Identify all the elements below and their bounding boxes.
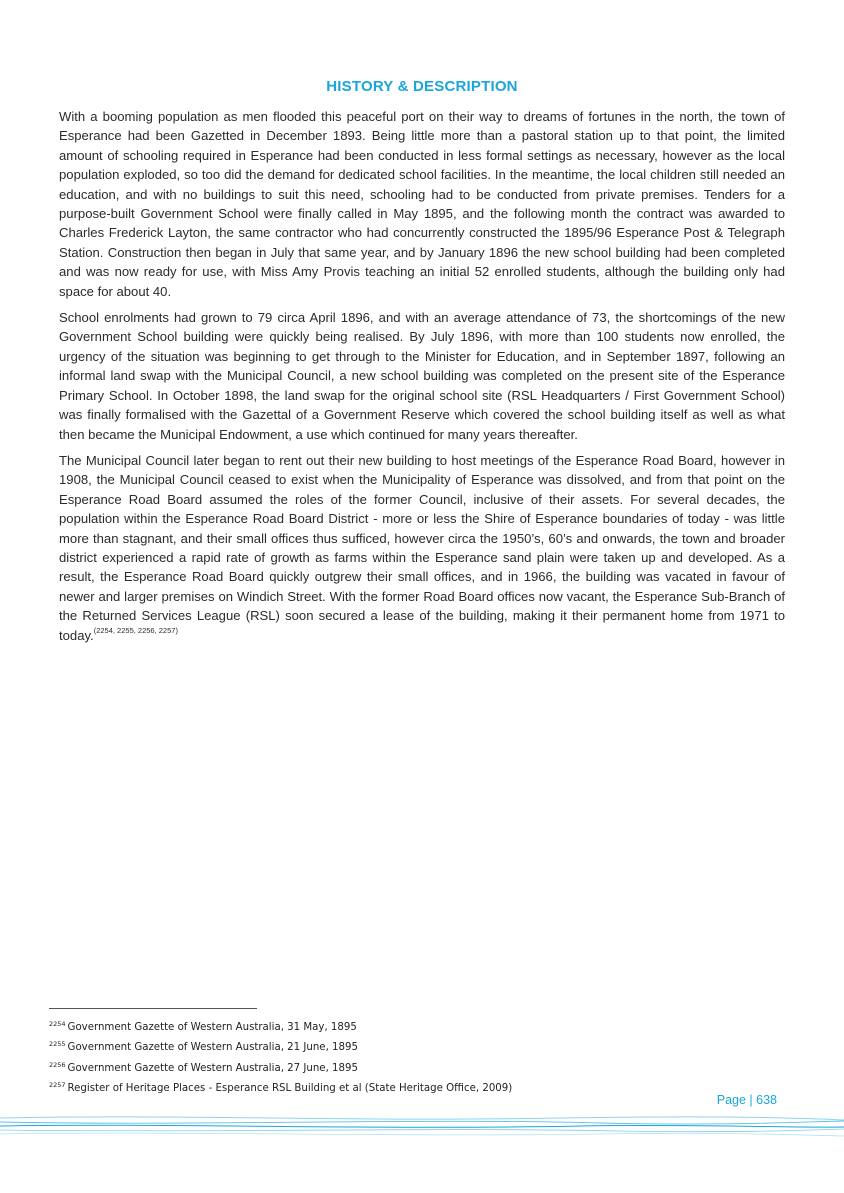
footnote bbox=[49, 1016, 749, 1036]
footnote bbox=[49, 1036, 749, 1056]
paragraph bbox=[59, 451, 785, 645]
paragraph-text: With a booming population as men flooded this peaceful port on their way to dreams of fortunes in the north, the town of Esperance had been Gazetted in December 1893. Being little more than a pastoral station up to that point, the limited amount of schooling required in Esperance had been conducted in less formal settings as necessary, however as the local population exploded, so too did the demand for dedicated school facilities. In the meantime, the local children still needed an education, and with no buildings to suit this need, schooling had to be conducted from private premises. Tenders for a purpose-built Government School were finally called in May 1895, and the following month the contract was awarded to Charles Frederick Layton, the same contractor who had concurrently constructed the 1895/96 Esperance Post & Telegraph Station. Construction then began in July that same year, and by January 1896 the new school building had been completed and was now ready for use, with Miss Amy Provis teaching an initial 52 enrolled students, although the building only had space for about 40. bbox=[59, 109, 785, 299]
footnote-divider bbox=[49, 1008, 257, 1009]
paragraph-text: School enrolments had grown to 79 circa April 1896, and with an average attendance of 73, the shortcomings of the new Government School building were quickly being realised. By July 1896, with more than 100 students now enrolled, the urgency of the situation was beginning to get through to the Minister for Education, and in September 1897, following an informal land swap with the Municipal Council, a new school building was completed on the present site of the Esperance Primary School. In October 1898, the land swap for the original school site (RSL Headquarters / First Government School) was finally formalised with the Gazettal of a Government Reserve which covered the school building itself as well as what then became the Municipal Endowment, a use which continued for many years thereafter. bbox=[59, 310, 785, 442]
footnote-number: 2254 bbox=[49, 1020, 66, 1028]
footnote-number: 2255 bbox=[49, 1040, 66, 1049]
footnote bbox=[49, 1057, 749, 1077]
footnote-number: 2256 bbox=[49, 1060, 66, 1069]
footnote-text: Government Gazette of Western Australia, 27 June, 1895 bbox=[67, 1062, 358, 1074]
footnote-text: Register of Heritage Places - Esperance RSL Building et al (State Heritage Office, 2009) bbox=[67, 1083, 513, 1095]
footnote-number: 2257 bbox=[49, 1081, 66, 1090]
footnote-text: Government Gazette of Western Australia, 21 June, 1895 bbox=[67, 1042, 358, 1054]
footnote-text: Government Gazette of Western Australia, 31 May, 1895 bbox=[67, 1022, 357, 1033]
page-title: HISTORY & DESCRIPTION bbox=[326, 78, 518, 95]
footnotes bbox=[49, 1016, 749, 1098]
footnote bbox=[49, 1077, 749, 1097]
decorative-wave-lines bbox=[0, 1106, 844, 1146]
page-number: Page | 638 bbox=[716, 1093, 777, 1107]
paragraph bbox=[59, 308, 785, 444]
body-text bbox=[59, 107, 785, 652]
citation-superscript: (2254, 2255, 2256, 2257) bbox=[93, 625, 178, 635]
paragraph-text: The Municipal Council later began to rent out their new building to host meetings of the Esperance Road Board, however in 1908, the Municipal Council ceased to exist when the Municipality of Esperance was dissolved, and from that point on the Esperance Road Board assumed the roles of the former Council, inclusive of their assets. For several decades, the population within the Esperance Road Board District - more or less the Shire of Esperance boundaries of today - was little more than stagnant, and their small offices thus sufficed, however circa the 1950’s, 60’s and onwards, the town and broader district experienced a rapid rate of growth as farms within the Esperance sand plain were taken up and developed. As a result, the Esperance Road Board quickly outgrew their small offices, and in 1966, the building was vacated in favour of newer and larger premises on Windich Street. With the former Road Board offices now vacant, the Esperance Sub-Branch of the Returned Services League (RSL) soon secured a lease of the building, making it their permanent home from 1971 to today. bbox=[59, 452, 785, 643]
paragraph bbox=[59, 107, 785, 301]
